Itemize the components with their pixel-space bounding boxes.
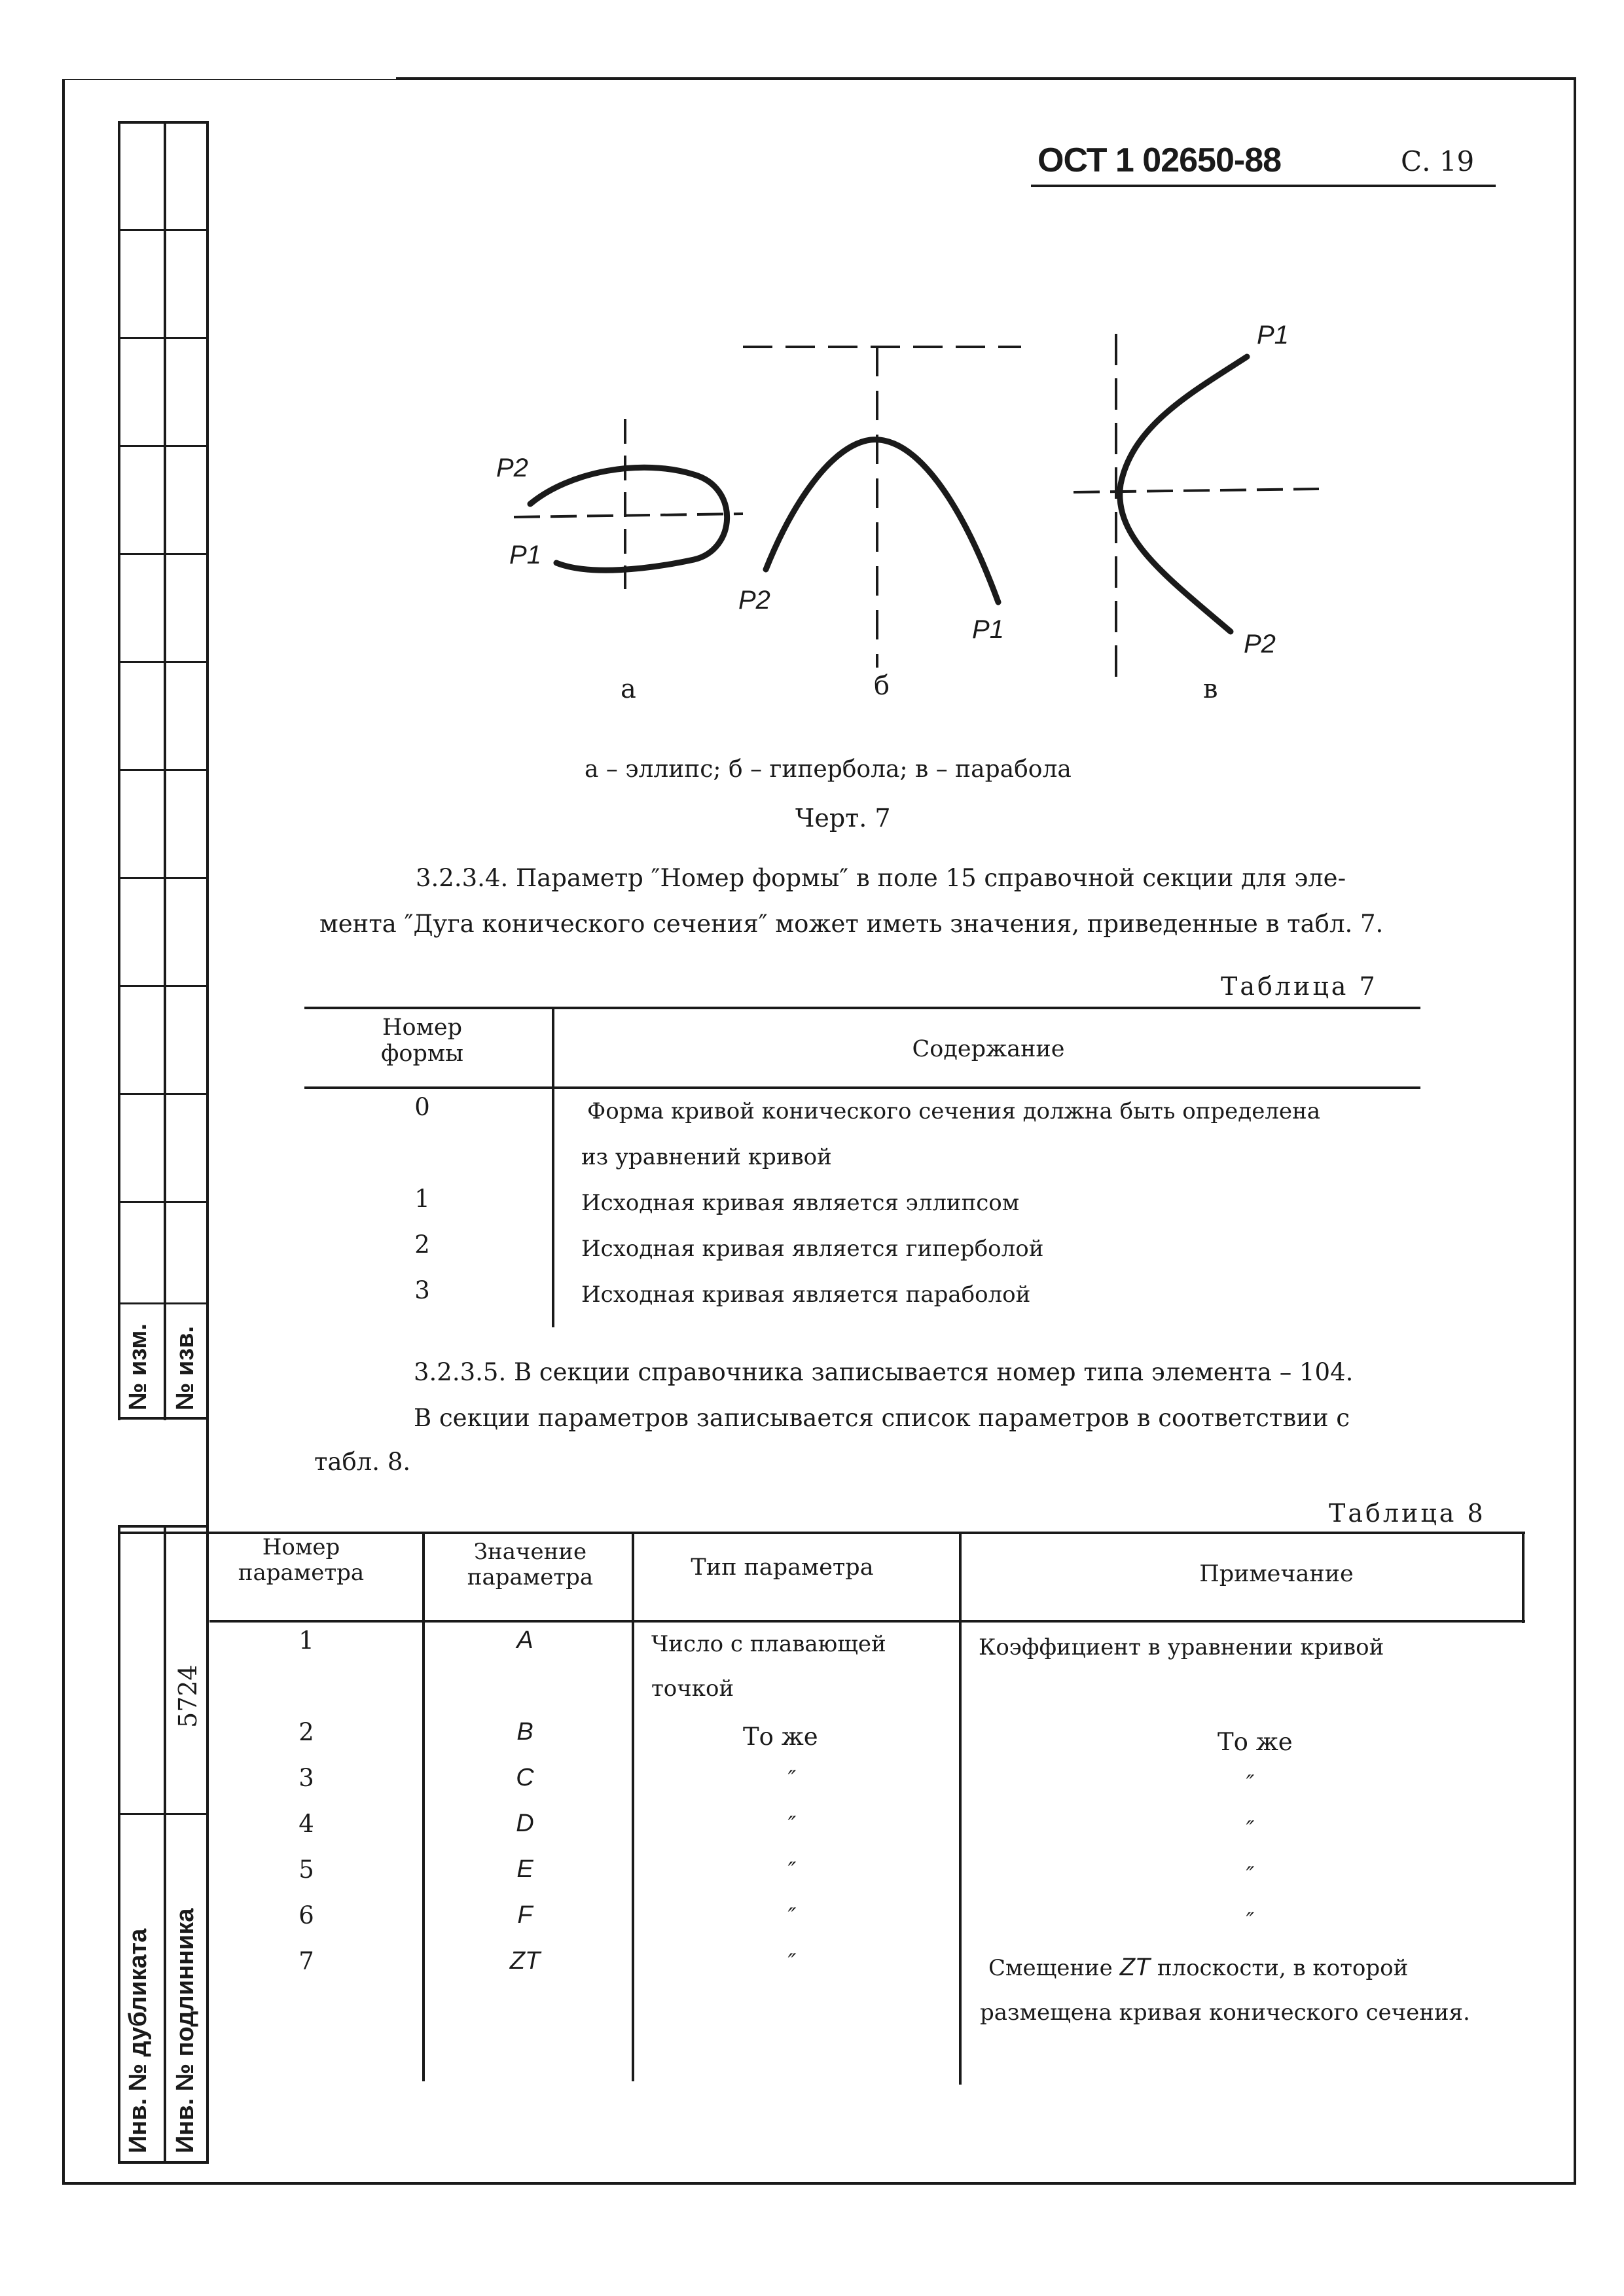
table7-top-rule	[304, 1007, 1420, 1009]
table8-row6-value: F	[517, 1901, 533, 1929]
table8-row5-num: 5	[298, 1856, 314, 1884]
table8-header-value: Значение параметра	[467, 1539, 594, 1591]
table8-header-note: Примечание	[1199, 1561, 1354, 1587]
ellipse-point-p1: P1	[509, 541, 541, 569]
hyperbola-curve	[766, 440, 998, 602]
table8-col-1	[422, 1532, 425, 2081]
table8-row3-type: ″	[787, 1766, 797, 1792]
table8-row7-note-line2: размещена кривая конического сечения.	[980, 2000, 1470, 2026]
para-3235-line2: В секции параметров записывается список параметров в соответствии с	[414, 1404, 1350, 1432]
margin-no-izv: № изв.	[171, 1325, 199, 1410]
table7-row1-num: 1	[414, 1185, 430, 1213]
table8-row1-type-line1: Число с плавающей	[651, 1631, 886, 1657]
table8-row7-note-prefix: Смещение	[988, 1955, 1120, 1981]
table7-row3-line1: Исходная кривая является параболой	[581, 1282, 1031, 1308]
table8-row7-note-italic: ZT	[1119, 1954, 1151, 1981]
margin-no-izm: № изм.	[124, 1323, 152, 1410]
table8-row5-type: ″	[787, 1857, 797, 1884]
table8-row7-note-suffix: плоскости, в которой	[1150, 1955, 1409, 1981]
table7-row0-line1: Форма кривой конического сечения должна быть определена	[587, 1098, 1320, 1124]
table8-row1-value: A	[516, 1626, 533, 1654]
table8-row5-value: E	[516, 1856, 533, 1883]
table8-row4-note: ″	[1246, 1816, 1255, 1842]
table8-row4-num: 4	[298, 1810, 314, 1838]
margin-inv-duplicate: Инв. № дубликата	[124, 1928, 152, 2153]
table7-header-num: Номер формы	[381, 1014, 463, 1067]
ellipse-curve	[530, 467, 727, 570]
table8-row4-value: D	[516, 1810, 534, 1837]
figure-label-b: б	[874, 671, 890, 701]
table8-row1-type-line2: точкой	[651, 1676, 734, 1702]
figure-caption: Черт. 7	[795, 804, 891, 833]
table8-row7-num: 7	[298, 1947, 314, 1975]
table8-row7-type: ″	[787, 1949, 797, 1975]
table8-header-rule	[209, 1620, 1525, 1623]
table8-row7-value: ZT	[509, 1947, 541, 1975]
figure-legend: а – эллипс; б – гипербола; в – парабола	[585, 756, 1072, 783]
table8-right-edge	[1522, 1532, 1525, 1623]
margin-low-mid	[118, 1813, 209, 1815]
table7-row0-line2: из уравнений кривой	[581, 1144, 832, 1170]
margin-row-line	[118, 1201, 209, 1203]
table7-title: Таблица 7	[1221, 972, 1378, 1001]
margin-row-line	[118, 877, 209, 879]
table8-header-num: Номер параметра	[238, 1534, 365, 1587]
table8-row2-note: То же	[1218, 1728, 1293, 1756]
table7-row0-num: 0	[414, 1093, 430, 1121]
table8-header-type: Тип параметра	[691, 1554, 874, 1581]
table7-row2-num: 2	[414, 1230, 430, 1259]
table7-header-rule	[304, 1086, 1420, 1089]
table8-row3-num: 3	[298, 1764, 314, 1792]
table7-header-content: Содержание	[912, 1036, 1065, 1062]
table7-row3-num: 3	[414, 1276, 430, 1304]
margin-row-line	[118, 1417, 209, 1420]
margin-row-line	[118, 985, 209, 987]
parabola-horizontal-axis	[1074, 489, 1319, 492]
table8-col-2	[632, 1532, 634, 2081]
parabola-point-p2: P2	[1244, 630, 1276, 658]
margin-low-top	[118, 1525, 209, 1528]
figure-label-v: в	[1203, 674, 1218, 704]
table8-row2-num: 2	[298, 1718, 314, 1746]
hyperbola-point-p1: P1	[972, 615, 1004, 644]
para-3234-line1: 3.2.3.4. Параметр ″Номер формы″ в поле 15 справочной секции для эле-	[416, 864, 1346, 892]
conic-sections-drawing	[0, 0, 1624, 753]
margin-low-line-2	[164, 1525, 166, 2163]
margin-low-bottom	[118, 2161, 209, 2164]
ellipse-point-p2: P2	[496, 454, 528, 482]
para-3234-line2: мента ″Дуга конического сечения″ может иметь значения, приведенные в табл. 7.	[319, 910, 1384, 938]
table8-row6-num: 6	[298, 1901, 314, 1929]
parabola-curve	[1120, 357, 1247, 632]
margin-row-line	[118, 1302, 209, 1304]
table8-row1-note: Коэффициент в уравнении кривой	[979, 1634, 1384, 1660]
table8-row6-note: ″	[1246, 1908, 1255, 1934]
document-code: ОСТ 1 02650-88	[1038, 141, 1282, 179]
table8-row1-num: 1	[298, 1626, 314, 1655]
margin-low-line-1	[118, 1525, 120, 2163]
table7-row2-line1: Исходная кривая является гиперболой	[581, 1236, 1044, 1262]
page-number: С. 19	[1401, 145, 1475, 177]
table7-row1-line1: Исходная кривая является эллипсом	[581, 1190, 1020, 1216]
table8-row5-note: ″	[1246, 1862, 1255, 1888]
ellipse-horizontal-axis	[514, 514, 743, 517]
figure-label-a: а	[621, 674, 636, 704]
table8-row6-type: ″	[787, 1903, 797, 1929]
margin-inv-original: Инв. № подлинника	[171, 1908, 199, 2153]
margin-row-line	[118, 1093, 209, 1095]
table8-row4-type: ″	[787, 1812, 797, 1838]
table8-col-3	[959, 1532, 962, 2085]
para-3235-line3: табл. 8.	[314, 1448, 411, 1476]
para-3235-line1: 3.2.3.5. В секции справочника записывается номер типа элемента – 104.	[414, 1358, 1354, 1386]
table8-title: Таблица 8	[1329, 1499, 1486, 1528]
table8-row3-value: C	[516, 1764, 534, 1791]
inventory-number: 5724	[173, 1664, 202, 1728]
parabola-point-p1: P1	[1257, 321, 1289, 350]
table8-row2-value: B	[516, 1718, 533, 1746]
margin-row-line	[118, 769, 209, 771]
table8-row2-type: То же	[743, 1723, 818, 1751]
table8-row3-note: ″	[1246, 1770, 1255, 1797]
hyperbola-point-p2: P2	[738, 586, 770, 615]
table8-row7-note-line1	[988, 1954, 1408, 1982]
table7-col-divider	[552, 1007, 554, 1327]
